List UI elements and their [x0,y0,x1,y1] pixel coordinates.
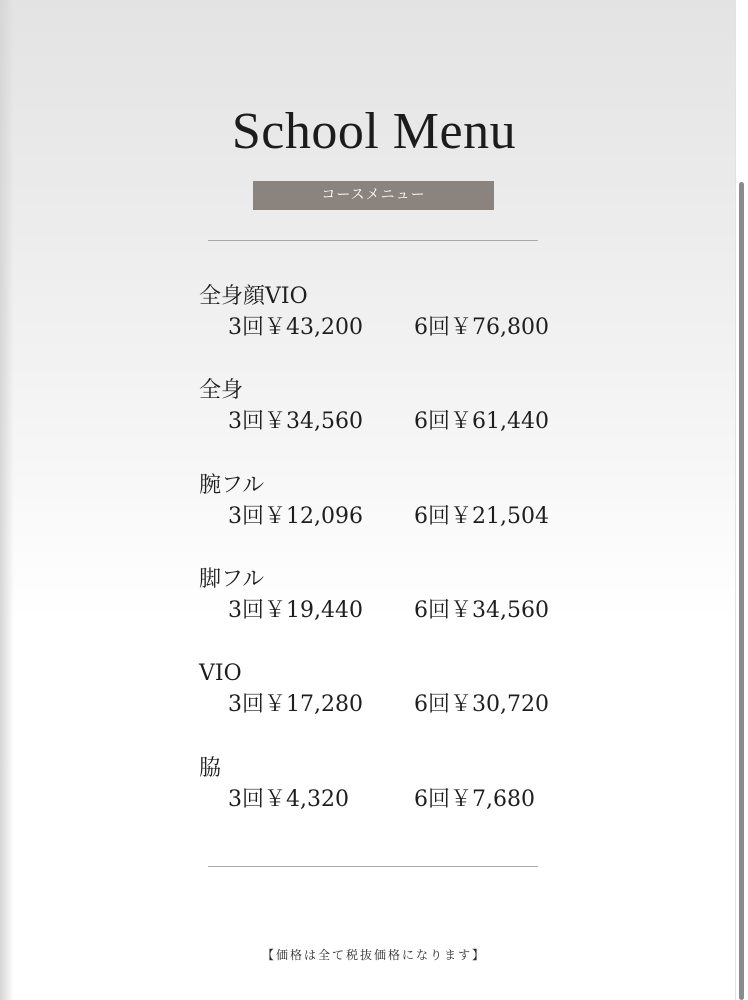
course-item [199,755,619,817]
price-3-sessions: 3回￥12,096 [228,504,363,529]
price-row [199,311,619,345]
price-row [199,405,619,439]
price-3-sessions: 3回￥4,320 [228,787,349,812]
page-title: School Menu [231,103,517,160]
course-item [199,283,619,345]
tax-note: 【価格は全て税抜価格になります】 [261,948,486,962]
price-6-sessions: 6回￥76,800 [414,315,549,340]
price-row [199,688,619,722]
bottom-divider [208,866,538,867]
course-menu-badge: コースメニュー [253,181,494,210]
price-3-sessions: 3回￥19,440 [228,598,363,623]
course-item [199,472,619,534]
price-row [199,783,619,817]
scrollbar-thumb[interactable] [739,182,744,1000]
price-row [199,594,619,628]
price-6-sessions: 6回￥30,720 [414,692,549,717]
course-item [199,660,619,722]
course-name: 腕フル [199,473,265,498]
price-3-sessions: 3回￥17,280 [228,692,363,717]
price-3-sessions: 3回￥43,200 [228,315,363,340]
price-6-sessions: 6回￥21,504 [414,504,549,529]
price-6-sessions: 6回￥7,680 [414,787,535,812]
course-name: 脇 [199,756,222,781]
course-name: VIO [199,661,242,686]
price-row [199,500,619,534]
price-3-sessions: 3回￥34,560 [228,409,363,434]
course-name: 全身 [199,378,244,403]
price-6-sessions: 6回￥34,560 [414,598,549,623]
top-divider [208,240,538,241]
course-item [199,566,619,628]
price-6-sessions: 6回￥61,440 [414,409,549,434]
course-name: 脚フル [199,567,265,592]
course-item [199,377,619,439]
course-name: 全身顔VIO [199,284,308,309]
